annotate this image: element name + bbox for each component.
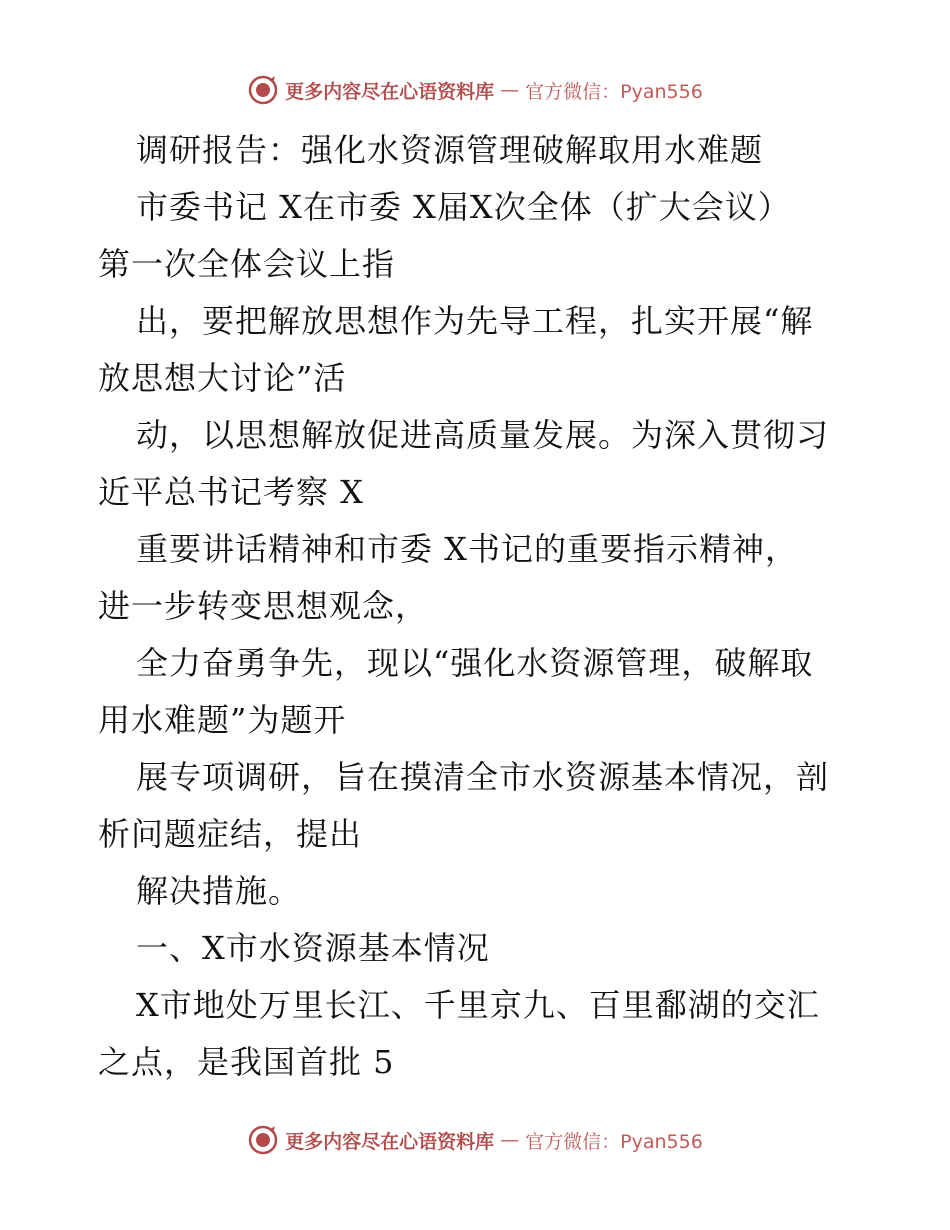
section-heading: 一、X市水资源基本情况 <box>136 929 490 967</box>
banner-separator: — <box>500 1129 520 1151</box>
text-line: 出，要把解放思想作为先导工程，扎实开展“解 <box>136 302 814 340</box>
logo-icon <box>247 74 279 106</box>
logo-icon <box>247 1124 279 1156</box>
text-line: 动，以思想解放促进高质量发展。为深入贯彻习 <box>136 416 830 454</box>
text-line: 之点，是我国首批 5 <box>98 1043 395 1081</box>
banner-wechat-text: 官方微信：Pyan556 <box>525 1130 703 1153</box>
text-line: 第一次全体会议上指 <box>98 245 396 283</box>
header-banner <box>0 70 950 110</box>
text-line: 用水难题”为题开 <box>98 701 347 739</box>
text-line: 市委书记 X在市委 X届X次全体（扩大会议） <box>136 188 791 226</box>
text-line: 放思想大讨论”活 <box>98 359 347 397</box>
text-line: 析问题症结，提出 <box>98 815 363 853</box>
document-title: 调研报告：强化水资源管理破解取用水难题 <box>136 131 764 169</box>
text-line: 重要讲话精神和市委 X书记的重要指示精神， <box>136 530 798 568</box>
banner-main-text: 更多内容尽在心语资料库 <box>285 1130 495 1153</box>
text-line: 进一步转变思想观念， <box>98 587 429 625</box>
text-line: 全力奋勇争先，现以“强化水资源管理，破解取 <box>136 644 814 682</box>
text-line: 近平总书记考察 X <box>98 473 364 511</box>
footer-banner <box>0 1120 950 1160</box>
text-line: X市地处万里长江、千里京九、百里鄱湖的交汇 <box>136 986 820 1024</box>
banner-separator: — <box>500 79 520 101</box>
text-line: 解决措施。 <box>136 872 302 910</box>
text-line: 展专项调研，旨在摸清全市水资源基本情况，剖 <box>136 758 830 796</box>
banner-wechat-text: 官方微信：Pyan556 <box>525 80 703 103</box>
banner-main-text: 更多内容尽在心语资料库 <box>285 80 495 103</box>
document-body <box>98 122 858 1091</box>
